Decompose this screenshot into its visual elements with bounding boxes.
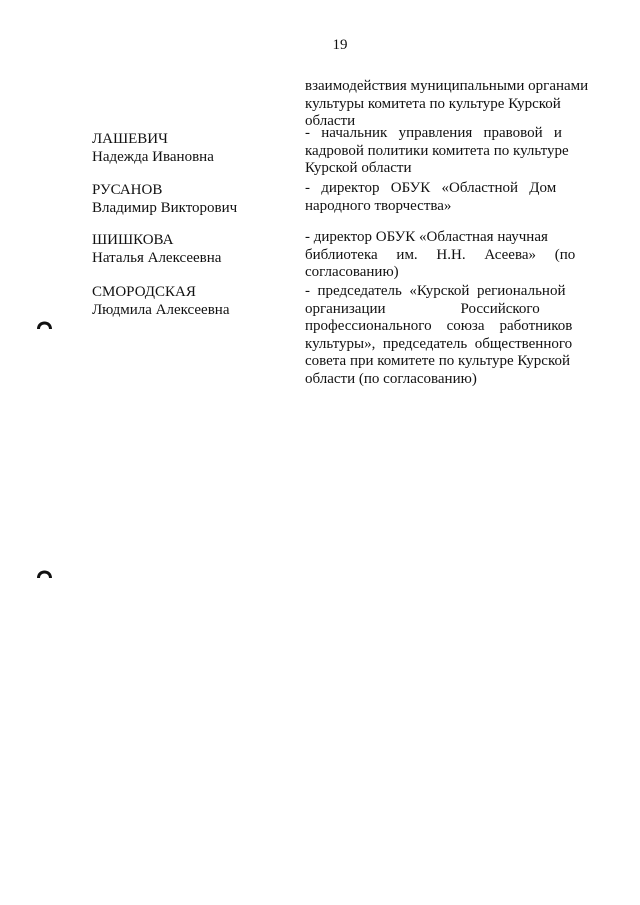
member-given-names: Владимир Викторович bbox=[92, 199, 238, 216]
position-line: профессионального союза работников bbox=[305, 318, 573, 334]
position-line: - директор ОБУК «Областная научная bbox=[305, 229, 548, 245]
continuation-line: культуры комитета по культуре Курской bbox=[305, 95, 561, 112]
member-name-smorodskaya bbox=[92, 284, 292, 319]
position-line: организации Российского bbox=[305, 300, 540, 317]
member-given-names: Людмила Алексеевна bbox=[92, 301, 230, 318]
position-line: кадровой политики комитета по культуре bbox=[305, 142, 569, 159]
continuation-line: взаимодействия муниципальными органами bbox=[305, 78, 589, 94]
member-position-smorodskaya bbox=[305, 283, 591, 388]
member-position-lashevich bbox=[305, 125, 591, 178]
member-surname: ШИШКОВА bbox=[92, 232, 174, 248]
binder-hole-mark-icon bbox=[36, 563, 53, 579]
member-name-shishkova bbox=[92, 232, 292, 267]
member-surname: РУСАНОВ bbox=[92, 182, 163, 198]
binder-hole-mark-icon bbox=[36, 314, 53, 330]
member-surname: ЛАШЕВИЧ bbox=[92, 131, 168, 147]
position-line: совета при комитете по культуре Курской bbox=[305, 353, 570, 369]
position-line: библиотека им. Н.Н. Асеева» (по bbox=[305, 246, 576, 263]
position-line: - директор ОБУК «Областной Дом bbox=[305, 180, 557, 196]
member-position-rusanov bbox=[305, 180, 591, 215]
page-number: 19 bbox=[332, 37, 348, 53]
continuation-line: области bbox=[305, 113, 356, 129]
position-line: согласованию) bbox=[305, 264, 399, 280]
continuation-text bbox=[305, 78, 591, 131]
member-surname: СМОРОДСКАЯ bbox=[92, 284, 196, 300]
position-line: культуры», председатель общественного bbox=[305, 335, 573, 352]
position-line: народного творчества» bbox=[305, 197, 452, 214]
position-line: - председатель «Курской региональной bbox=[305, 283, 566, 299]
position-line: - начальник управления правовой и bbox=[305, 125, 562, 141]
member-given-names: Наталья Алексеевна bbox=[92, 249, 222, 266]
position-line: области (по согласованию) bbox=[305, 370, 477, 387]
member-given-names: Надежда Ивановна bbox=[92, 148, 214, 165]
member-name-lashevich bbox=[92, 131, 292, 166]
member-name-rusanov bbox=[92, 182, 292, 217]
member-position-shishkova bbox=[305, 229, 591, 282]
position-line: Курской области bbox=[305, 160, 412, 176]
